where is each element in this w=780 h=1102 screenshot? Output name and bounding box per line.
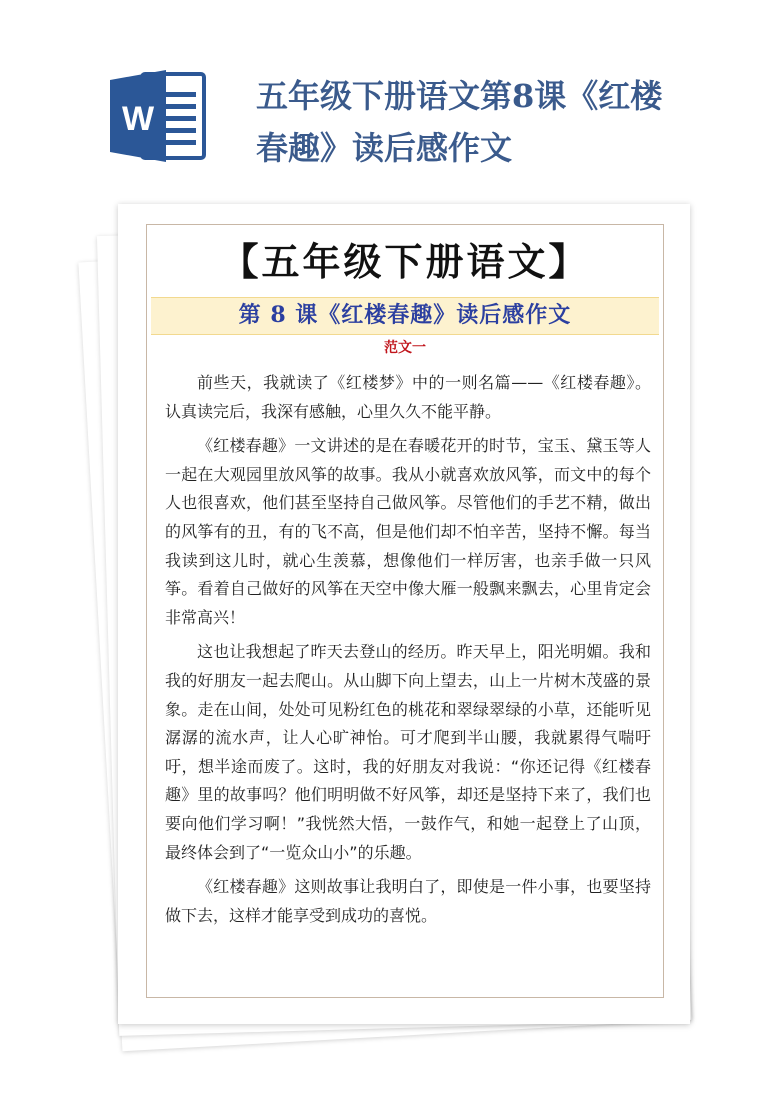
document-page xyxy=(118,204,690,1024)
document-title: 五年级下册语文第8课《红楼春趣》读后感作文 xyxy=(256,77,663,167)
svg-text:W: W xyxy=(121,100,155,138)
page-border-frame xyxy=(146,224,664,998)
word-doc-icon xyxy=(108,68,208,164)
paragraph: 这也让我想起了昨天去登山的经历。昨天早上，阳光明媚。我和我的好朋友一起去爬山。从山脚下向上望去，山上一片树木茂盛的景象。走在山间，处处可见粉红色的桃花和翠绿翠绿的小草，还能听见潺潺的流水声，让人心旷神怡。可才爬到半山腰，我就累得气喘吁吁，想半途而废了。这时，我的好朋友对我说：“你还记得《红楼春趣》里的故事吗？他们明明做不好风筝，却还是坚持下来了，我们也要向他们学习啊！”我恍然大悟，一鼓作气，和她一起登上了山顶，最终体会到了“一览众山小”的乐趣。 xyxy=(165,642,651,862)
paragraph: 《红楼春趣》一文讲述的是在春暖花开的时节，宝玉、黛玉等人一起在大观园里放风筝的故事。我从小就喜欢放风筝，而文中的每个人也很喜欢，他们甚至坚持自己做风筝。尽管他们的手艺不精，做出的风筝有的丑，有的飞不高，但是他们却不怕辛苦，坚持不懈。每当我读到这儿时，就心生羡慕，想像他们一样厉害，也亲手做一只风筝。看着自己做好的风筝在天空中像大雁一般飘来飘去，心里肯定会非常高兴！ xyxy=(165,436,651,627)
paragraph: 前些天，我就读了《红楼梦》中的一则名篇——《红楼春趣》。认真读完后，我深有感触，心里久久不能平静。 xyxy=(165,373,651,421)
section-label: 范文一 xyxy=(384,340,426,356)
page-subheading: 第 8 课《红楼春趣》读后感作文 xyxy=(151,297,659,335)
paragraph: 《红楼春趣》这则故事让我明白了，即使是一件小事，也要坚持做下去，这样才能享受到成功的喜悦。 xyxy=(165,877,651,925)
essay-body xyxy=(165,369,651,936)
page-heading: 【五年级下册语文】 xyxy=(220,239,590,284)
